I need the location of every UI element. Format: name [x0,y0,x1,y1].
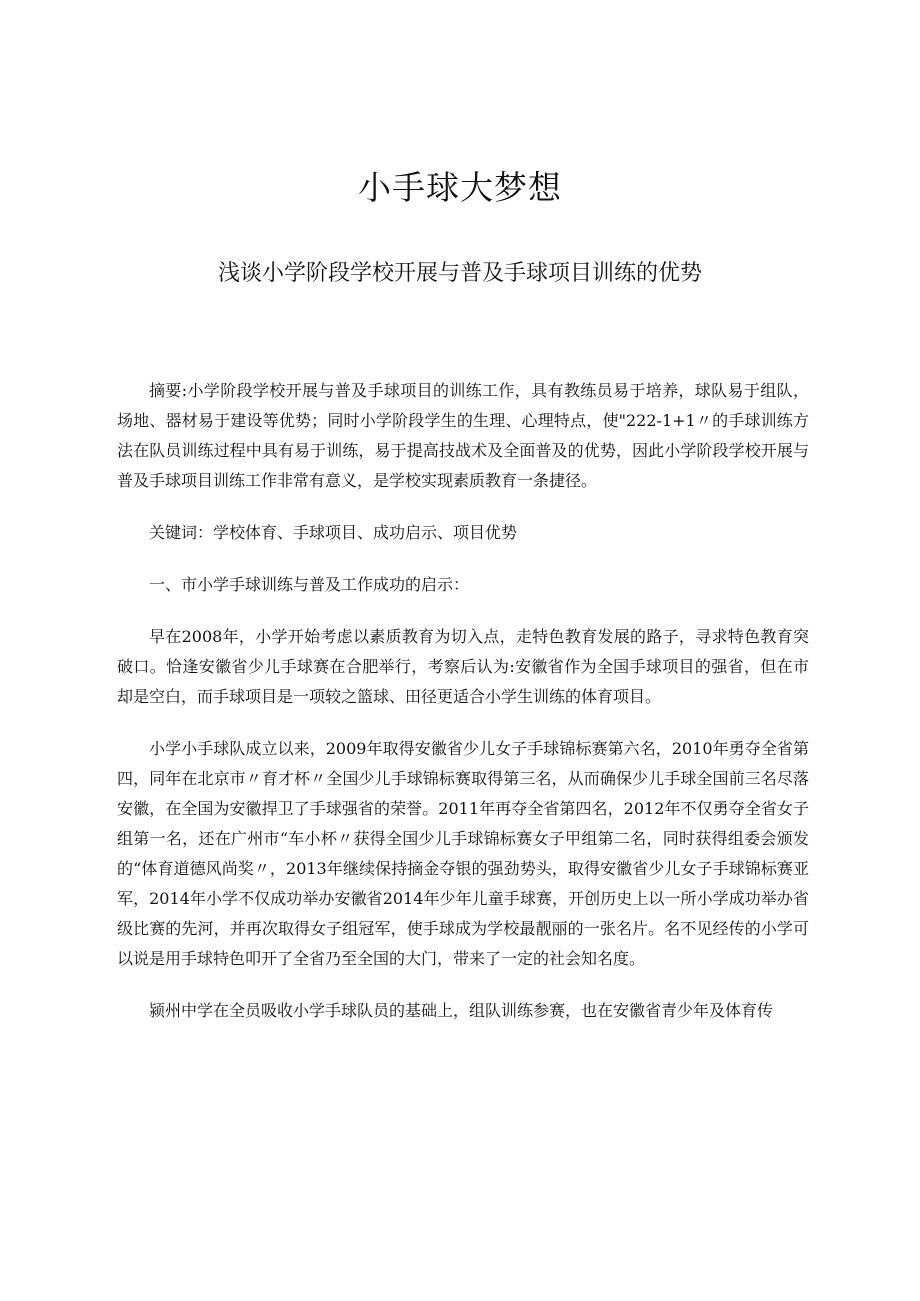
body-paragraph: 颍州中学在全员吸收小学手球队员的基础上，组队训练参赛，也在安徽省青少年及体育传 [149,1001,774,1020]
keywords-paragraph: 关键词：学校体育、手球项目、成功启示、项目优势 [149,523,518,542]
document-body [117,376,809,1048]
document-title: 小手球大梦想 [358,168,562,207]
body-paragraph: 小学小手球队成立以来，2009年取得安徽省少儿女子手球锦标赛第六名，2010年勇夺全省第四，同年在北京市〃育才杯〃全国少儿手球锦标赛取得第三名，从而确保少儿手球全国前三名尽落安徽，在全国为安徽捍卫了手球强省的荣誉。2011年再夺全省第四名，2012年不仅勇夺全省女子组第一名，还在广州市“车小杯〃获得全国少儿手球锦标赛女子甲组第二名，同时获得组委会颁发的“体育道德风尚奖〃，2013年继续保持摘金夺银的强劲势头，取得安徽省少儿女子手球锦标赛亚军，2014年小学不仅成功举办安徽省2014年少年儿童手球赛，开创历史上以一所小学成功举办省级比赛的先河，并再次取得女子组冠军，使手球成为学校最靓丽的一张名片。名不见经传的小学可以说是用手球特色叩开了全省乃至全国的大门，带来了一定的社会知名度。 [117,739,809,968]
document-subtitle: 浅谈小学阶段学校开展与普及手球项目训练的优势 [217,261,702,286]
abstract-paragraph: 摘要:小学阶段学校开展与普及手球项目的训练工作，具有教练员易于培养，球队易于组队，场地、器材易于建设等优势；同时小学阶段学生的生理、心理特点，使"222-1+1〃的手球训练方法在队员训练过程中具有易于训练，易于提高技战术及全面普及的优势，因此小学阶段学校开展与普及手球项目训练工作非常有意义，是学校实现素质教育一条捷径。 [117,381,809,490]
section-heading: 一、市小学手球训练与普及工作成功的启示： [149,575,470,594]
body-paragraph: 早在2008年，小学开始考虑以素质教育为切入点，走特色教育发展的路子，寻求特色教育突破口。恰逢安徽省少儿手球赛在合肥举行，考察后认为:安徽省作为全国手球项目的强省，但在市却是空白，而手球项目是一项较之篮球、田径更适合小学生训练的体育项目。 [117,627,809,706]
